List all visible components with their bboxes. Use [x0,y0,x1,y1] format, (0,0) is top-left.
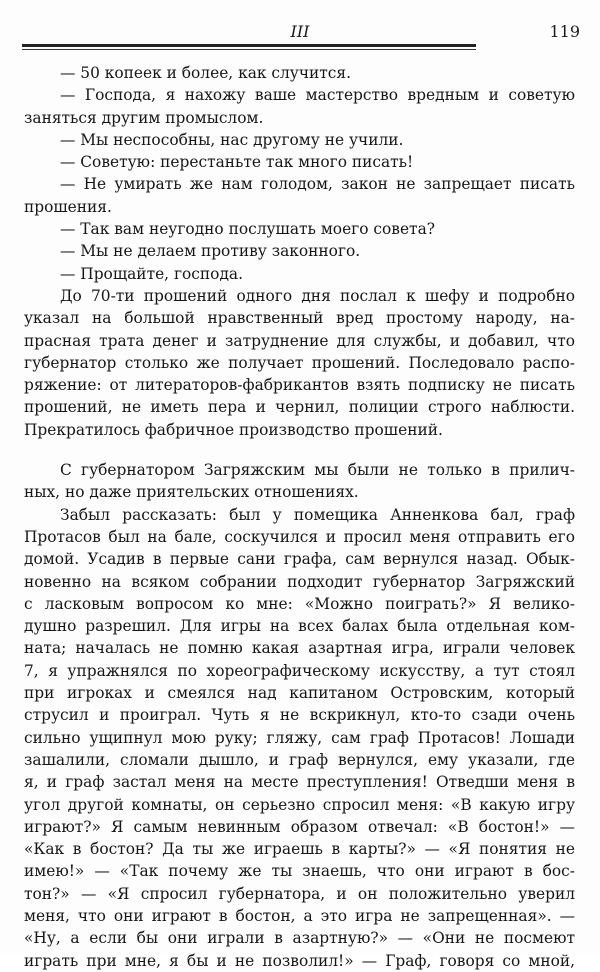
text-line: ряжение: от литераторов-фабрикантов взять подписку не писать [24,376,575,395]
text-line: ната; началась не помню какая азартная игра, играли человек [24,639,575,658]
running-title: III [290,22,310,41]
text-line: «Как в бостон? Да ты же играешь в карты?» — «Я понятия не [24,840,575,859]
text-line: с ласковым вопросом ко мне: «Можно поиграть?» Я велико- [24,594,575,613]
text-line: Протасов был на бале, соскучился и просил меня отправить его [24,527,575,546]
text-line: струсил и проиграл. Чуть я не вскрикнул, кто-то сзади очень [24,706,575,725]
text-line: имею!» — «Так почему же ты знаешь, что они играют в бос- [24,862,575,881]
text-line: тон?» — «Я спросил губернатора, и он положительно уверил [24,884,575,903]
text-line: — 50 копеек и более, как случится. [60,64,352,82]
text-line: прошения. [24,197,112,216]
text-line: До 70-ти прошений одного дня послал к шефу и подробно [60,286,575,305]
text-line: прошений, не иметь пера и чернил, полиции строго наблюсти. [24,398,575,417]
text-line: Прекратилось фабричное производство прошений. [24,420,443,439]
text-line: 7, я упражнялся по хореографическому искусству, а тут стоял [24,661,575,680]
text-line: — Советую: перестаньте так много писать! [60,153,414,172]
text-line: играть при мне, я бы и не позволил!» — Граф, говоря со мной, [24,951,575,970]
text-line: — Мы неспособны, нас другому не учили. [60,130,404,149]
text-line: — Так вам неугодно послушать моего совета? [60,220,435,239]
page-number: 119 [549,22,580,41]
text-line: я, и граф застал меня на месте преступления! Отведши меня в [24,773,575,792]
text-line: меня, что они играют в бостон, а это игра не запрещенная». — [24,906,575,925]
body-text [24,62,575,972]
text-line: «Ну, а если бы они играли в азартную?» — «Они не посмеют [24,929,575,948]
text-line: при игроках и смеялся над капитаном Островским, который [24,684,575,703]
text-line: — Не умирать же нам голодом, закон не запрещает писать [60,175,575,194]
text-line: С губернатором Загряжским мы были не только в прилич- [60,461,575,480]
text-line: душно разрешил. Для игры на всех балах была отдельная ком- [24,617,575,636]
page-header [22,20,578,42]
text-line: угол другой комнаты, он серьезно спросил меня: «В какую игру [24,795,575,814]
text-line: играют?» Я самым невинным образом отвечал: «В бостон!» — [24,817,575,836]
text-line: указал на большой нравственный вред простому народу, на- [24,309,575,328]
text-line: домой. Усадив в первые сани графа, сам вернулся назад. Обык- [24,550,575,569]
header-rule-thick [22,44,476,47]
text-line: — Господа, я нахожу ваше мастерство вредным и советую [60,86,575,105]
text-line: Забыл рассказать: был у помещика Анненкова бал, граф [60,505,575,524]
text-line: — Мы не делаем противу законного. [60,242,361,261]
text-line: ных, но даже приятельских отношениях. [24,483,359,502]
text-line: новенно на всяком собрании подходит губернатор Загряжский [24,572,575,591]
header-rule-thin [22,49,476,50]
text-line: заняться другим промыслом. [24,108,264,127]
text-line: губернатор столько же получает прошений. Последовало распо- [24,353,575,372]
text-line: сильно ущипнул мою руку; гляжу, сам граф Протасов! Лошади [24,728,575,747]
section-break [24,441,575,459]
text-line: прасная трата денег и затруднение для службы, и добавил, что [24,331,575,350]
text-line: зашалили, сломали дышло, и граф вернулся, ему указали, где [24,750,575,769]
text-line: — Прощайте, господа. [60,264,243,283]
